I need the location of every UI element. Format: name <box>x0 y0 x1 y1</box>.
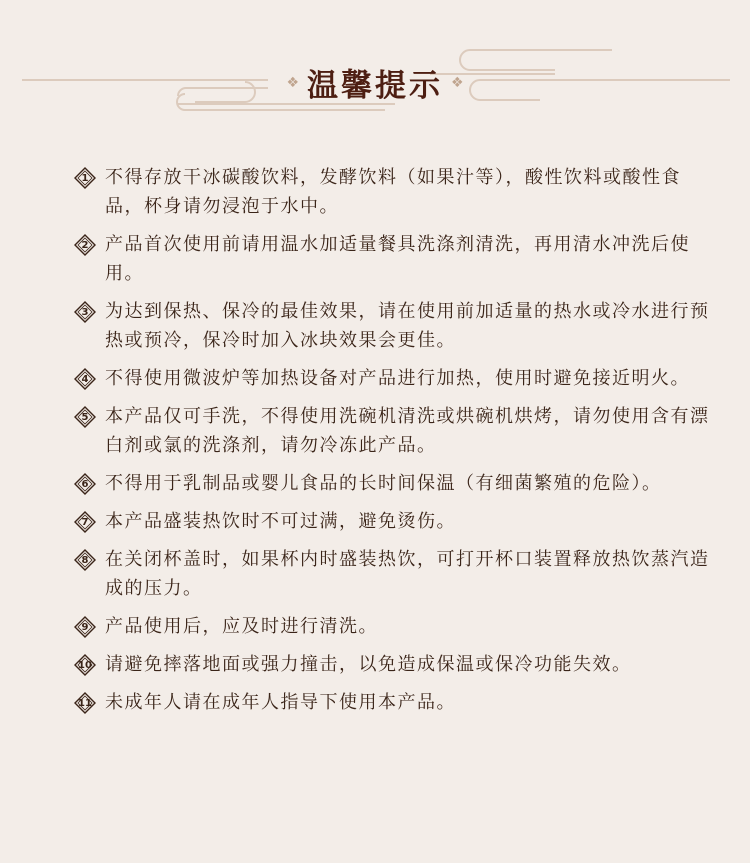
tip-number: 8 <box>81 554 89 566</box>
tip-item <box>74 650 714 679</box>
tip-item <box>74 402 714 460</box>
title-bar <box>0 60 750 105</box>
numbered-diamond-icon <box>74 234 98 256</box>
tip-text: 不得存放干冰碳酸饮料，发酵饮料（如果汁等），酸性饮料或酸性食品，杯身请勿浸泡于水中。 <box>105 167 681 217</box>
tip-item <box>74 688 714 717</box>
tip-item <box>74 364 714 393</box>
tip-number: 10 <box>78 659 92 671</box>
tip-text: 为达到保热、保冷的最佳效果，请在使用前加适量的热水或冷水进行预热或预冷，保冷时加入冰块效果会更佳。 <box>105 301 710 351</box>
tip-text: 产品使用后，应及时进行清洗。 <box>105 616 378 637</box>
tip-text: 产品首次使用前请用温水加适量餐具洗涤剂清洗，再用清水冲洗后使用。 <box>105 234 690 284</box>
tip-text: 不得用于乳制品或婴儿食品的长时间保温（有细菌繁殖的危险）。 <box>105 473 662 494</box>
tips-list <box>74 163 714 726</box>
diamond-ornament-right: ❖ <box>451 74 464 91</box>
tip-text: 不得使用微波炉等加热设备对产品进行加热，使用时避免接近明火。 <box>105 368 690 389</box>
tip-item <box>74 297 714 355</box>
tip-item <box>74 507 714 536</box>
numbered-diamond-icon <box>74 301 98 323</box>
tip-item <box>74 469 714 498</box>
numbered-diamond-icon <box>74 692 98 714</box>
tip-item <box>74 230 714 288</box>
tip-text: 未成年人请在成年人指导下使用本产品。 <box>105 692 456 713</box>
numbered-diamond-icon <box>74 616 98 638</box>
tip-text: 请避免摔落地面或强力撞击，以免造成保温或保冷功能失效。 <box>105 654 632 675</box>
tip-item <box>74 612 714 641</box>
tip-number: 7 <box>81 516 89 528</box>
tip-number: 3 <box>81 306 89 318</box>
diamond-ornament-left: ❖ <box>286 74 299 91</box>
numbered-diamond-icon <box>74 368 98 390</box>
numbered-diamond-icon <box>74 511 98 533</box>
tip-text: 本产品仅可手洗，不得使用洗碗机清洗或烘碗机烘烤，请勿使用含有漂白剂或氯的洗涤剂，请勿冷冻此产品。 <box>105 406 710 456</box>
numbered-diamond-icon <box>74 549 98 571</box>
numbered-diamond-icon <box>74 167 98 189</box>
tip-number: 9 <box>81 621 89 633</box>
tip-number: 1 <box>81 172 89 184</box>
tip-number: 11 <box>78 697 92 709</box>
tip-number: 6 <box>81 478 89 490</box>
page-title: 温馨提示 <box>307 68 443 104</box>
tip-item <box>74 545 714 603</box>
tip-number: 2 <box>81 239 89 251</box>
numbered-diamond-icon <box>74 473 98 495</box>
tip-text: 在关闭杯盖时，如果杯内时盛装热饮，可打开杯口装置释放热饮蒸汽造成的压力。 <box>105 549 710 599</box>
tip-number: 4 <box>81 373 89 385</box>
tip-number: 5 <box>81 411 89 423</box>
tip-text: 本产品盛装热饮时不可过满，避免烫伤。 <box>105 511 456 532</box>
numbered-diamond-icon <box>74 406 98 428</box>
header-decoration <box>0 0 750 140</box>
numbered-diamond-icon <box>74 654 98 676</box>
tip-item <box>74 163 714 221</box>
